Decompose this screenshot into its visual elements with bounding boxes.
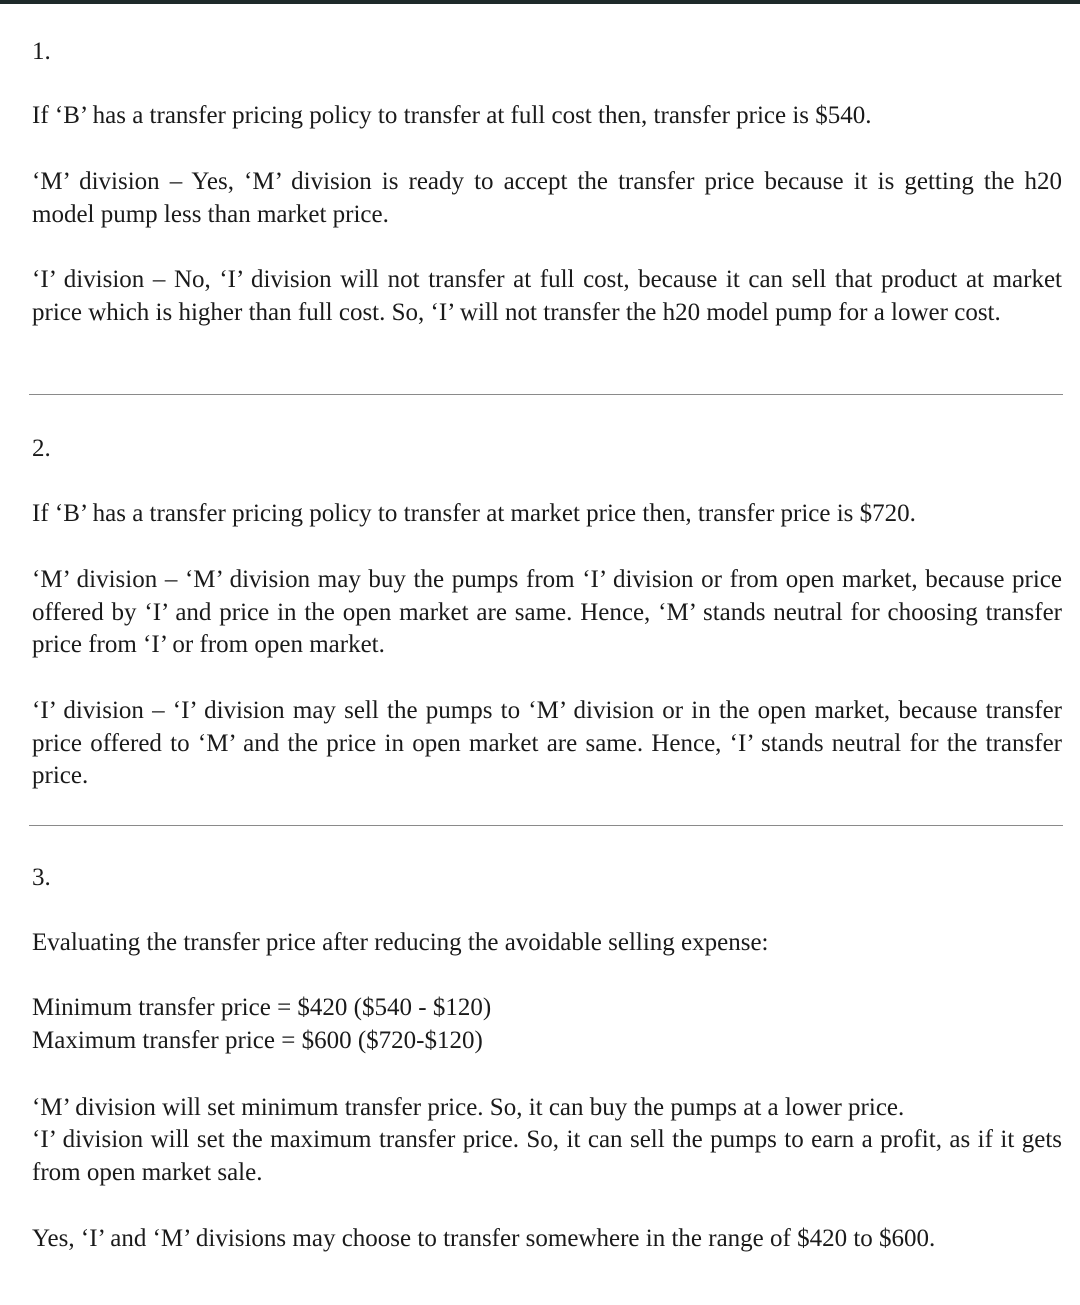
- section-2-i-division: ‘I’ division – ‘I’ division may sell the pumps to ‘M’ division or in the open market, because transfer price offered to ‘M’ and the price in open market are same. Hence, ‘I’ stands neutral for the transfer price.: [32, 697, 1062, 789]
- minimum-transfer-price: Minimum transfer price = $420 ($540 - $120): [32, 994, 492, 1021]
- section-divider-1: [29, 394, 1063, 395]
- section-1-policy: If ‘B’ has a transfer pricing policy to transfer at full cost then, transfer price is $540.: [32, 102, 872, 129]
- section-2-m-division: ‘M’ division – ‘M’ division may buy the pumps from ‘I’ division or from open market, because price offered by ‘I’ and price in the open market are same. Hence, ‘M’ stands neutral for choosing transfer price from ‘I’ or from open market.: [32, 566, 1062, 658]
- section-1-number: 1.: [32, 38, 51, 65]
- section-3-number: 3.: [32, 864, 51, 891]
- top-border: [0, 0, 1080, 4]
- maximum-transfer-price: Maximum transfer price = $600 ($720-$120): [32, 1027, 483, 1054]
- section-3-i-division: ‘I’ division will set the maximum transfer price. So, it can sell the pumps to earn a profit, as if it gets from open market sale.: [32, 1126, 1062, 1186]
- section-3-m-division: ‘M’ division will set minimum transfer price. So, it can buy the pumps at a lower price.: [32, 1094, 905, 1121]
- section-1-i-division: ‘I’ division – No, ‘I’ division will not transfer at full cost, because it can sell that product at market price which is higher than full cost. So, ‘I’ will not transfer the h20 model pump for a lower cost.: [32, 266, 1062, 326]
- section-3-conclusion: Yes, ‘I’ and ‘M’ divisions may choose to transfer somewhere in the range of $420 to $600.: [32, 1225, 936, 1252]
- section-2-policy: If ‘B’ has a transfer pricing policy to transfer at market price then, transfer price is $720.: [32, 500, 916, 527]
- section-2-number: 2.: [32, 435, 51, 462]
- section-divider-2: [29, 825, 1063, 826]
- section-3-intro: Evaluating the transfer price after reducing the avoidable selling expense:: [32, 929, 769, 956]
- section-1-m-division: ‘M’ division – Yes, ‘M’ division is ready to accept the transfer price because it is getting the h20 model pump less than market price.: [32, 168, 1062, 228]
